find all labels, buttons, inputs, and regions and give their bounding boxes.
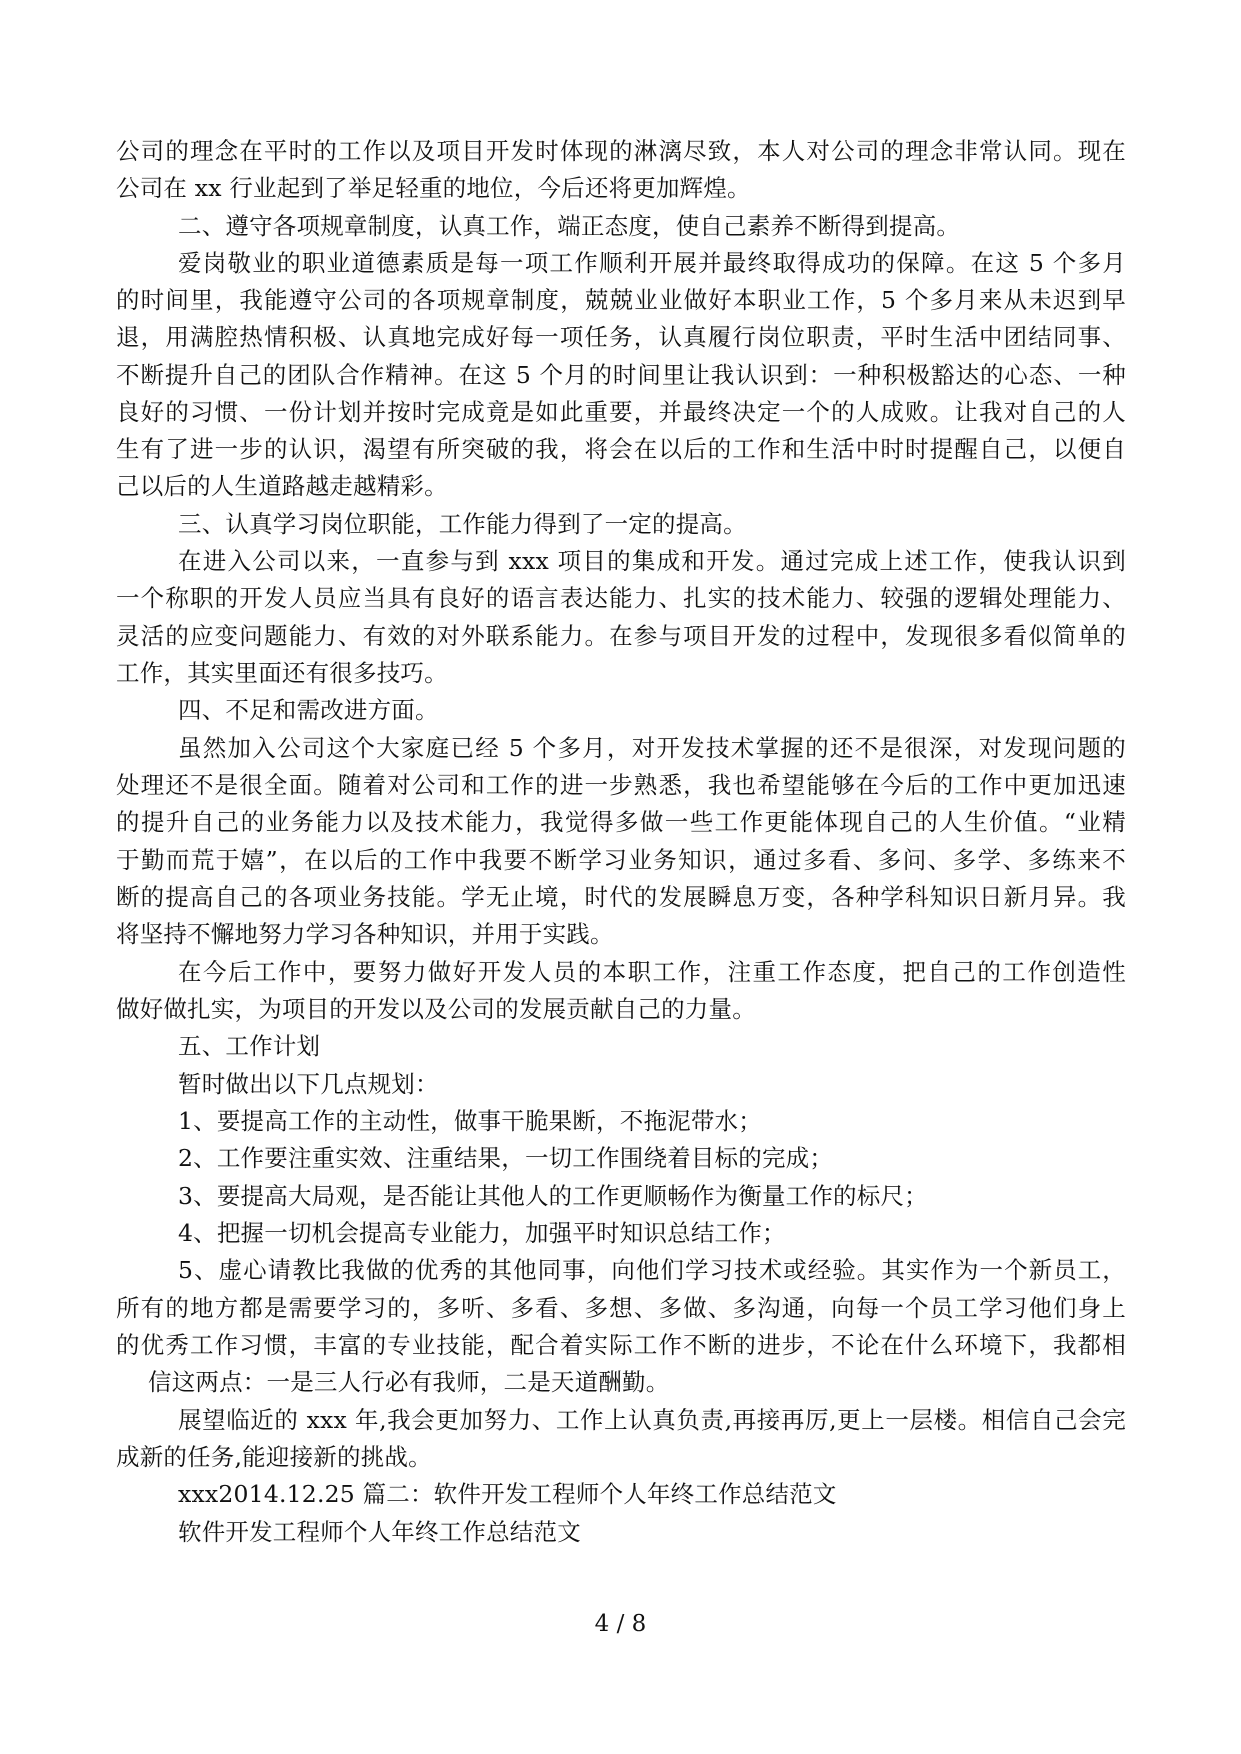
text-line: xxx2014.12.25 篇二：软件开发工程师个人年终工作总结范文 xyxy=(178,1480,837,1508)
text-line: 成新的任务,能迎接新的挑战。 xyxy=(116,1443,432,1471)
text-line: 退，用满腔热情积极、认真地完成好每一项任务，认真履行岗位职责，平时生活中团结同事、 xyxy=(116,323,1126,351)
text-line: 的提升自己的业务能力以及技术能力，我觉得多做一些工作更能体现自己的人生价值。“业精 xyxy=(116,808,1126,836)
text-line: 不断提升自己的团队合作精神。在这 5 个月的时间里让我认识到：一种积极豁达的心态、一种 xyxy=(116,361,1126,389)
text-line: 断的提高自己的各项业务技能。学无止境，时代的发展瞬息万变，各种学科知识日新月异。我 xyxy=(116,883,1126,911)
page-number: 4 / 8 xyxy=(594,1611,647,1637)
text-line: 一个称职的开发人员应当具有良好的语言表达能力、扎实的技术能力、较强的逻辑处理能力、 xyxy=(116,584,1126,612)
text-line: 展望临近的 xxx 年,我会更加努力、工作上认真负责,再接再厉,更上一层楼。相信自己会完 xyxy=(178,1406,1126,1434)
text-line: 爱岗敬业的职业道德素质是每一项工作顺利开展并最终取得成功的保障。在这 5 个多月 xyxy=(178,249,1126,277)
list-item: 2、工作要注重实效、注重结果，一切工作围绕着目标的完成； xyxy=(178,1144,834,1172)
text-line: 在今后工作中，要努力做好开发人员的本职工作，注重工作态度，把自己的工作创造性 xyxy=(178,958,1126,986)
text-line: 信这两点：一是三人行必有我师，二是天道酬勤。 xyxy=(148,1368,670,1396)
section-heading: 五、工作计划 xyxy=(178,1032,321,1060)
text-line: 做好做扎实，为项目的开发以及公司的发展贡献自己的力量。 xyxy=(116,995,756,1023)
text-line: 处理还不是很全面。随着对公司和工作的进一步熟悉，我也希望能够在今后的工作中更加迅速 xyxy=(116,771,1126,799)
text-line: 将坚持不懈地努力学习各种知识，并用于实践。 xyxy=(116,920,614,948)
text-line: 公司的理念在平时的工作以及项目开发时体现的淋漓尽致，本人对公司的理念非常认同。现在 xyxy=(116,137,1126,165)
section-heading: 三、认真学习岗位职能，工作能力得到了一定的提高。 xyxy=(178,510,747,538)
text-line: 于勤而荒于嬉”，在以后的工作中我要不断学习业务知识，通过多看、多问、多学、多练来不 xyxy=(116,846,1126,874)
text-line: 暂时做出以下几点规划： xyxy=(178,1070,439,1098)
text-line: 良好的习惯、一份计划并按时完成竟是如此重要，并最终决定一个的人成败。让我对自己的人 xyxy=(116,398,1126,426)
text-line: 工作，其实里面还有很多技巧。 xyxy=(116,659,448,687)
text-line: 虽然加入公司这个大家庭已经 5 个多月，对开发技术掌握的还不是很深，对发现问题的 xyxy=(178,734,1126,762)
section-heading: 二、遵守各项规章制度，认真工作，端正态度，使自己素养不断得到提高。 xyxy=(178,212,961,240)
list-item: 4、把握一切机会提高专业能力，加强平时知识总结工作； xyxy=(178,1219,786,1247)
section-heading: 四、不足和需改进方面。 xyxy=(178,696,439,724)
text-line: 的时间里，我能遵守公司的各项规章制度，兢兢业业做好本职业工作，5 个多月来从未迟到早 xyxy=(116,286,1126,314)
text-line: 公司在 xx 行业起到了举足轻重的地位，今后还将更加辉煌。 xyxy=(116,174,751,202)
text-line: 的优秀工作习惯，丰富的专业技能，配合着实际工作不断的进步，不论在什么环境下，我都相 xyxy=(116,1331,1126,1359)
text-line: 己以后的人生道路越走越精彩。 xyxy=(116,472,448,500)
list-item: 3、要提高大局观，是否能让其他人的工作更顺畅作为衡量工作的标尺； xyxy=(178,1182,928,1210)
text-line: 生有了进一步的认识，渴望有所突破的我，将会在以后的工作和生活中时时提醒自己，以便自 xyxy=(116,435,1126,463)
text-line: 在进入公司以来，一直参与到 xxx 项目的集成和开发。通过完成上述工作，使我认识到 xyxy=(178,547,1126,575)
list-item: 5、虚心请教比我做的优秀的其他同事，向他们学习技术或经验。其实作为一个新员工， xyxy=(178,1256,1126,1284)
list-item: 1、要提高工作的主动性，做事干脆果断，不拖泥带水； xyxy=(178,1107,762,1135)
text-line: 所有的地方都是需要学习的，多听、多看、多想、多做、多沟通，向每一个员工学习他们身上 xyxy=(116,1294,1126,1322)
text-line: 灵活的应变问题能力、有效的对外联系能力。在参与项目开发的过程中，发现很多看似简单的 xyxy=(116,622,1126,650)
section-title: 软件开发工程师个人年终工作总结范文 xyxy=(178,1518,581,1546)
